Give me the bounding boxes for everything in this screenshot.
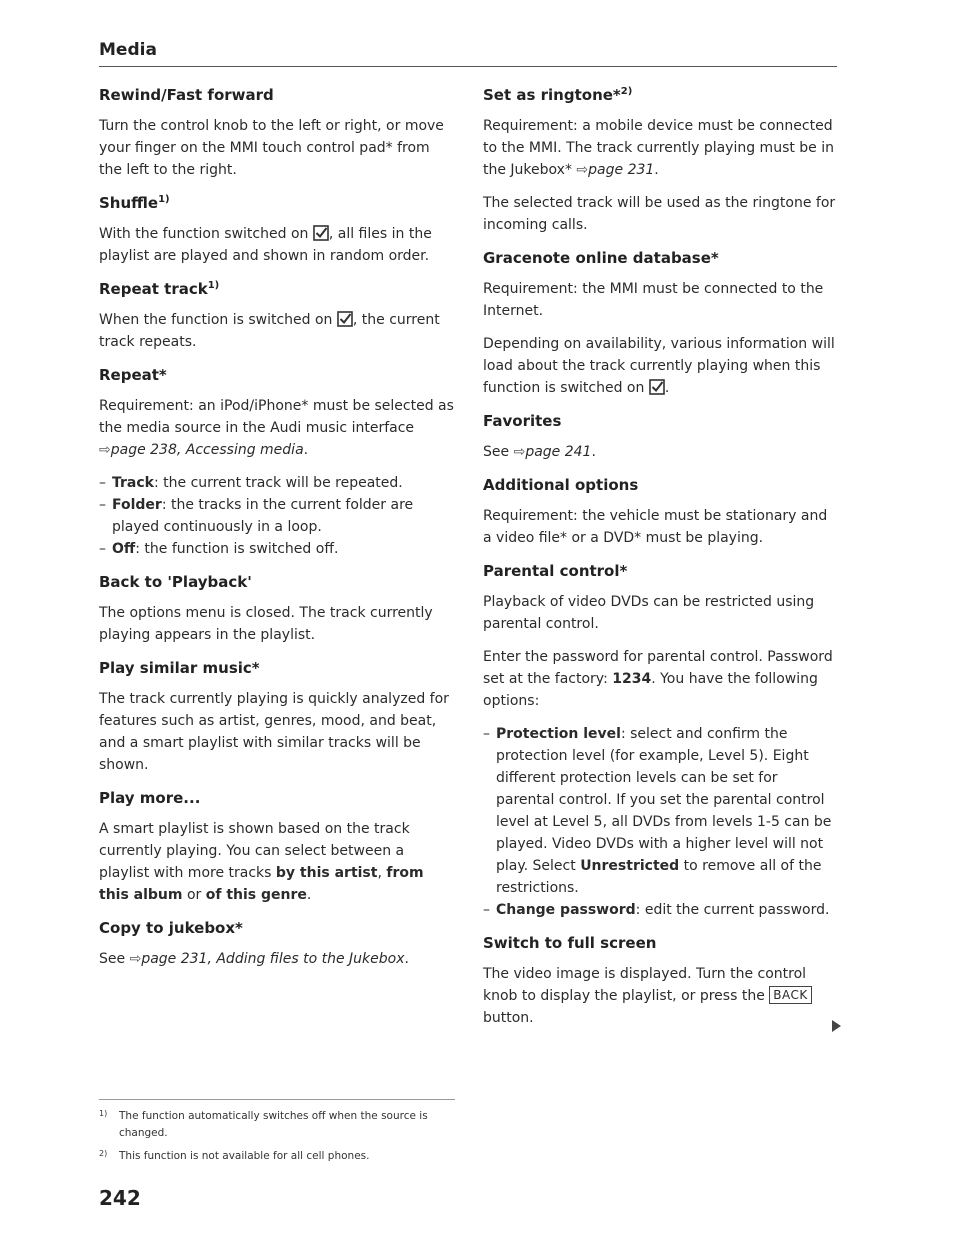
continue-arrow-icon (832, 1020, 841, 1032)
list-item (99, 494, 455, 538)
footnote-text: This function is not available for all cell phones. (119, 1150, 370, 1162)
favorites-text (483, 441, 839, 463)
link-arrow-icon: ⇨ (129, 951, 142, 967)
checkbox-checked-icon (337, 311, 353, 327)
gracenote-heading: Gracenote online database* (483, 249, 719, 267)
list-item-term: Off (112, 541, 136, 557)
additional-options-text: Requirement: the vehicle must be stationary and a video file* or a DVD* must be playing. (483, 508, 828, 546)
left-column (99, 84, 455, 981)
footnote-number: 1) (99, 1109, 108, 1118)
checkbox-checked-icon (313, 225, 329, 241)
footnote (99, 1108, 455, 1142)
similar-music-text: The track currently playing is quickly analyzed for features such as artist, genres, mood, and beat, and a smart playlist with similar tracks will be shown. (99, 691, 449, 773)
parental-options-list (483, 723, 839, 921)
ringtone-text-a: Requirement: a mobile device must be connected to the MMI. The track currently playing must be in the Jukebox* (483, 118, 835, 178)
footnote-number: 2) (99, 1149, 108, 1158)
favorites-page-link[interactable]: page 241 (525, 444, 592, 460)
play-more-heading: Play more... (99, 789, 201, 807)
copy-page-link[interactable]: page 231, Adding files to the Jukebox (141, 951, 405, 967)
footnotes (99, 1108, 455, 1171)
dash-glyph: – (483, 902, 490, 918)
repeat-track-heading (99, 278, 455, 300)
header-rule (99, 66, 837, 67)
favorites-heading: Favorites (483, 412, 562, 430)
favorites-see: See (483, 444, 510, 460)
parental-text-2 (483, 646, 839, 712)
list-item-desc: : the current track will be repeated. (153, 475, 403, 491)
fullscreen-text-a: The video image is displayed. Turn the control knob to display the playlist, or press the (483, 966, 807, 1004)
list-item-term: Change password (496, 902, 636, 918)
copy-jukebox-heading: Copy to jukebox* (99, 919, 243, 937)
list-item (483, 899, 839, 921)
factory-password: 1234 (612, 671, 652, 687)
play-more-sep: , (377, 865, 387, 881)
list-item (483, 723, 839, 899)
list-item-desc: : edit the current password. (635, 902, 830, 918)
ringtone-text (483, 115, 839, 181)
repeat-track-text (99, 309, 455, 353)
shuffle-heading (99, 192, 455, 214)
repeat-heading: Repeat* (99, 366, 167, 384)
gracenote-text-1: Requirement: the MMI must be connected to the Internet. (483, 281, 824, 319)
favorites-end: . (591, 444, 596, 460)
shuffle-text-a: With the function switched on (99, 226, 309, 242)
page-header-title: Media (99, 40, 157, 60)
dash-glyph: – (99, 541, 106, 557)
list-item-term: Folder (112, 497, 162, 513)
shuffle-text-b: , all files in the playlist are played and shown in random order. (99, 226, 432, 264)
parental-text-2b: . You have the following options: (483, 671, 818, 709)
gracenote-text-2 (483, 333, 839, 399)
rewind-heading: Rewind/Fast forward (99, 86, 274, 104)
unrestricted-option: Unrestricted (580, 858, 680, 874)
play-more-sep: or (182, 887, 206, 903)
repeat-page-link[interactable]: page 238, Accessing media (110, 442, 304, 458)
dash-glyph: – (99, 475, 106, 491)
footnote-ref-1: 1) (158, 194, 170, 205)
additional-options-heading: Additional options (483, 476, 639, 494)
fullscreen-text-b: button. (483, 1010, 534, 1026)
repeat-track-text-b: , the current track repeats. (99, 312, 440, 350)
gracenote-text-2a: Depending on availability, various information will load about the track currently playing when this function is switched on (483, 336, 835, 396)
list-item-desc: : select and confirm the protection level (for example, Level 5). Eight different protection levels can be set for parental control. If you set the parental control level at Level 5, all DVDs from levels 1-5 can be played. Video DVDs with a higher level will not play. Select (496, 726, 832, 874)
back-playback-heading: Back to 'Playback' (99, 573, 252, 591)
ringtone-link-end: . (654, 162, 659, 178)
gracenote-text-2-end: . (664, 380, 670, 396)
list-item-desc-end: to remove all of the restrictions. (496, 858, 822, 896)
play-more-text (99, 818, 455, 906)
footnote-rule (99, 1099, 455, 1100)
repeat-text (99, 395, 455, 461)
play-more-bold-artist: by this artist (275, 865, 378, 881)
similar-music-heading: Play similar music* (99, 659, 260, 677)
link-arrow-icon: ⇨ (99, 442, 111, 458)
dash-glyph: – (483, 726, 490, 742)
list-item-desc: : the tracks in the current folder are played continuously in a loop. (112, 497, 414, 535)
repeat-link-end: . (303, 442, 309, 458)
fullscreen-heading: Switch to full screen (483, 934, 657, 952)
shuffle-text (99, 223, 455, 267)
ringtone-heading (483, 84, 839, 106)
checkbox-checked-icon (649, 379, 665, 395)
rewind-text: Turn the control knob to the left or right, or move your finger on the MMI touch control pad* from the left to the right. (99, 118, 444, 178)
fullscreen-text (483, 963, 839, 1029)
ringtone-heading-text: Set as ringtone* (483, 86, 621, 104)
link-arrow-icon: ⇨ (513, 444, 526, 460)
footnote (99, 1148, 455, 1165)
repeat-text-a: Requirement: an iPod/iPhone* must be selected as the media source in the Audi music interface (99, 398, 454, 436)
ringtone-page-link[interactable]: page 231 (588, 162, 655, 178)
play-more-bold-album: from this album (99, 865, 424, 903)
parental-text-2a: Enter the password for parental control. Password set at the factory: (483, 649, 833, 687)
right-column (483, 84, 839, 1040)
copy-see: See (99, 951, 126, 967)
copy-jukebox-text (99, 948, 455, 970)
list-item-desc: : the function is switched off. (135, 541, 339, 557)
repeat-options-list (99, 472, 455, 560)
parental-text-1: Playback of video DVDs can be restricted using parental control. (483, 594, 815, 632)
play-more-bold-genre: of this genre (205, 887, 307, 903)
ringtone-text-2: The selected track will be used as the ringtone for incoming calls. (483, 195, 836, 233)
page-number: 242 (99, 1186, 141, 1210)
repeat-track-heading-text: Repeat track (99, 280, 208, 298)
dash-glyph: – (99, 497, 106, 513)
footnote-text: The function automatically switches off when the source is changed. (119, 1110, 428, 1139)
list-item (99, 538, 455, 560)
footnote-ref-1: 1) (207, 280, 220, 291)
parental-control-heading: Parental control* (483, 562, 628, 580)
back-key: BACK (769, 986, 811, 1004)
back-playback-text: The options menu is closed. The track currently playing appears in the playlist. (99, 605, 433, 643)
copy-end: . (404, 951, 409, 967)
list-item (99, 472, 455, 494)
repeat-track-text-a: When the function is switched on (99, 312, 333, 328)
shuffle-heading-text: Shuffle (99, 194, 159, 212)
footnote-ref-2: 2) (620, 86, 633, 97)
play-more-end: . (306, 887, 312, 903)
play-more-text-a: A smart playlist is shown based on the track currently playing. You can select between a playlist with more tracks (99, 821, 410, 881)
list-item-term: Track (112, 475, 154, 491)
list-item-term: Protection level (496, 726, 621, 742)
link-arrow-icon: ⇨ (576, 162, 589, 178)
